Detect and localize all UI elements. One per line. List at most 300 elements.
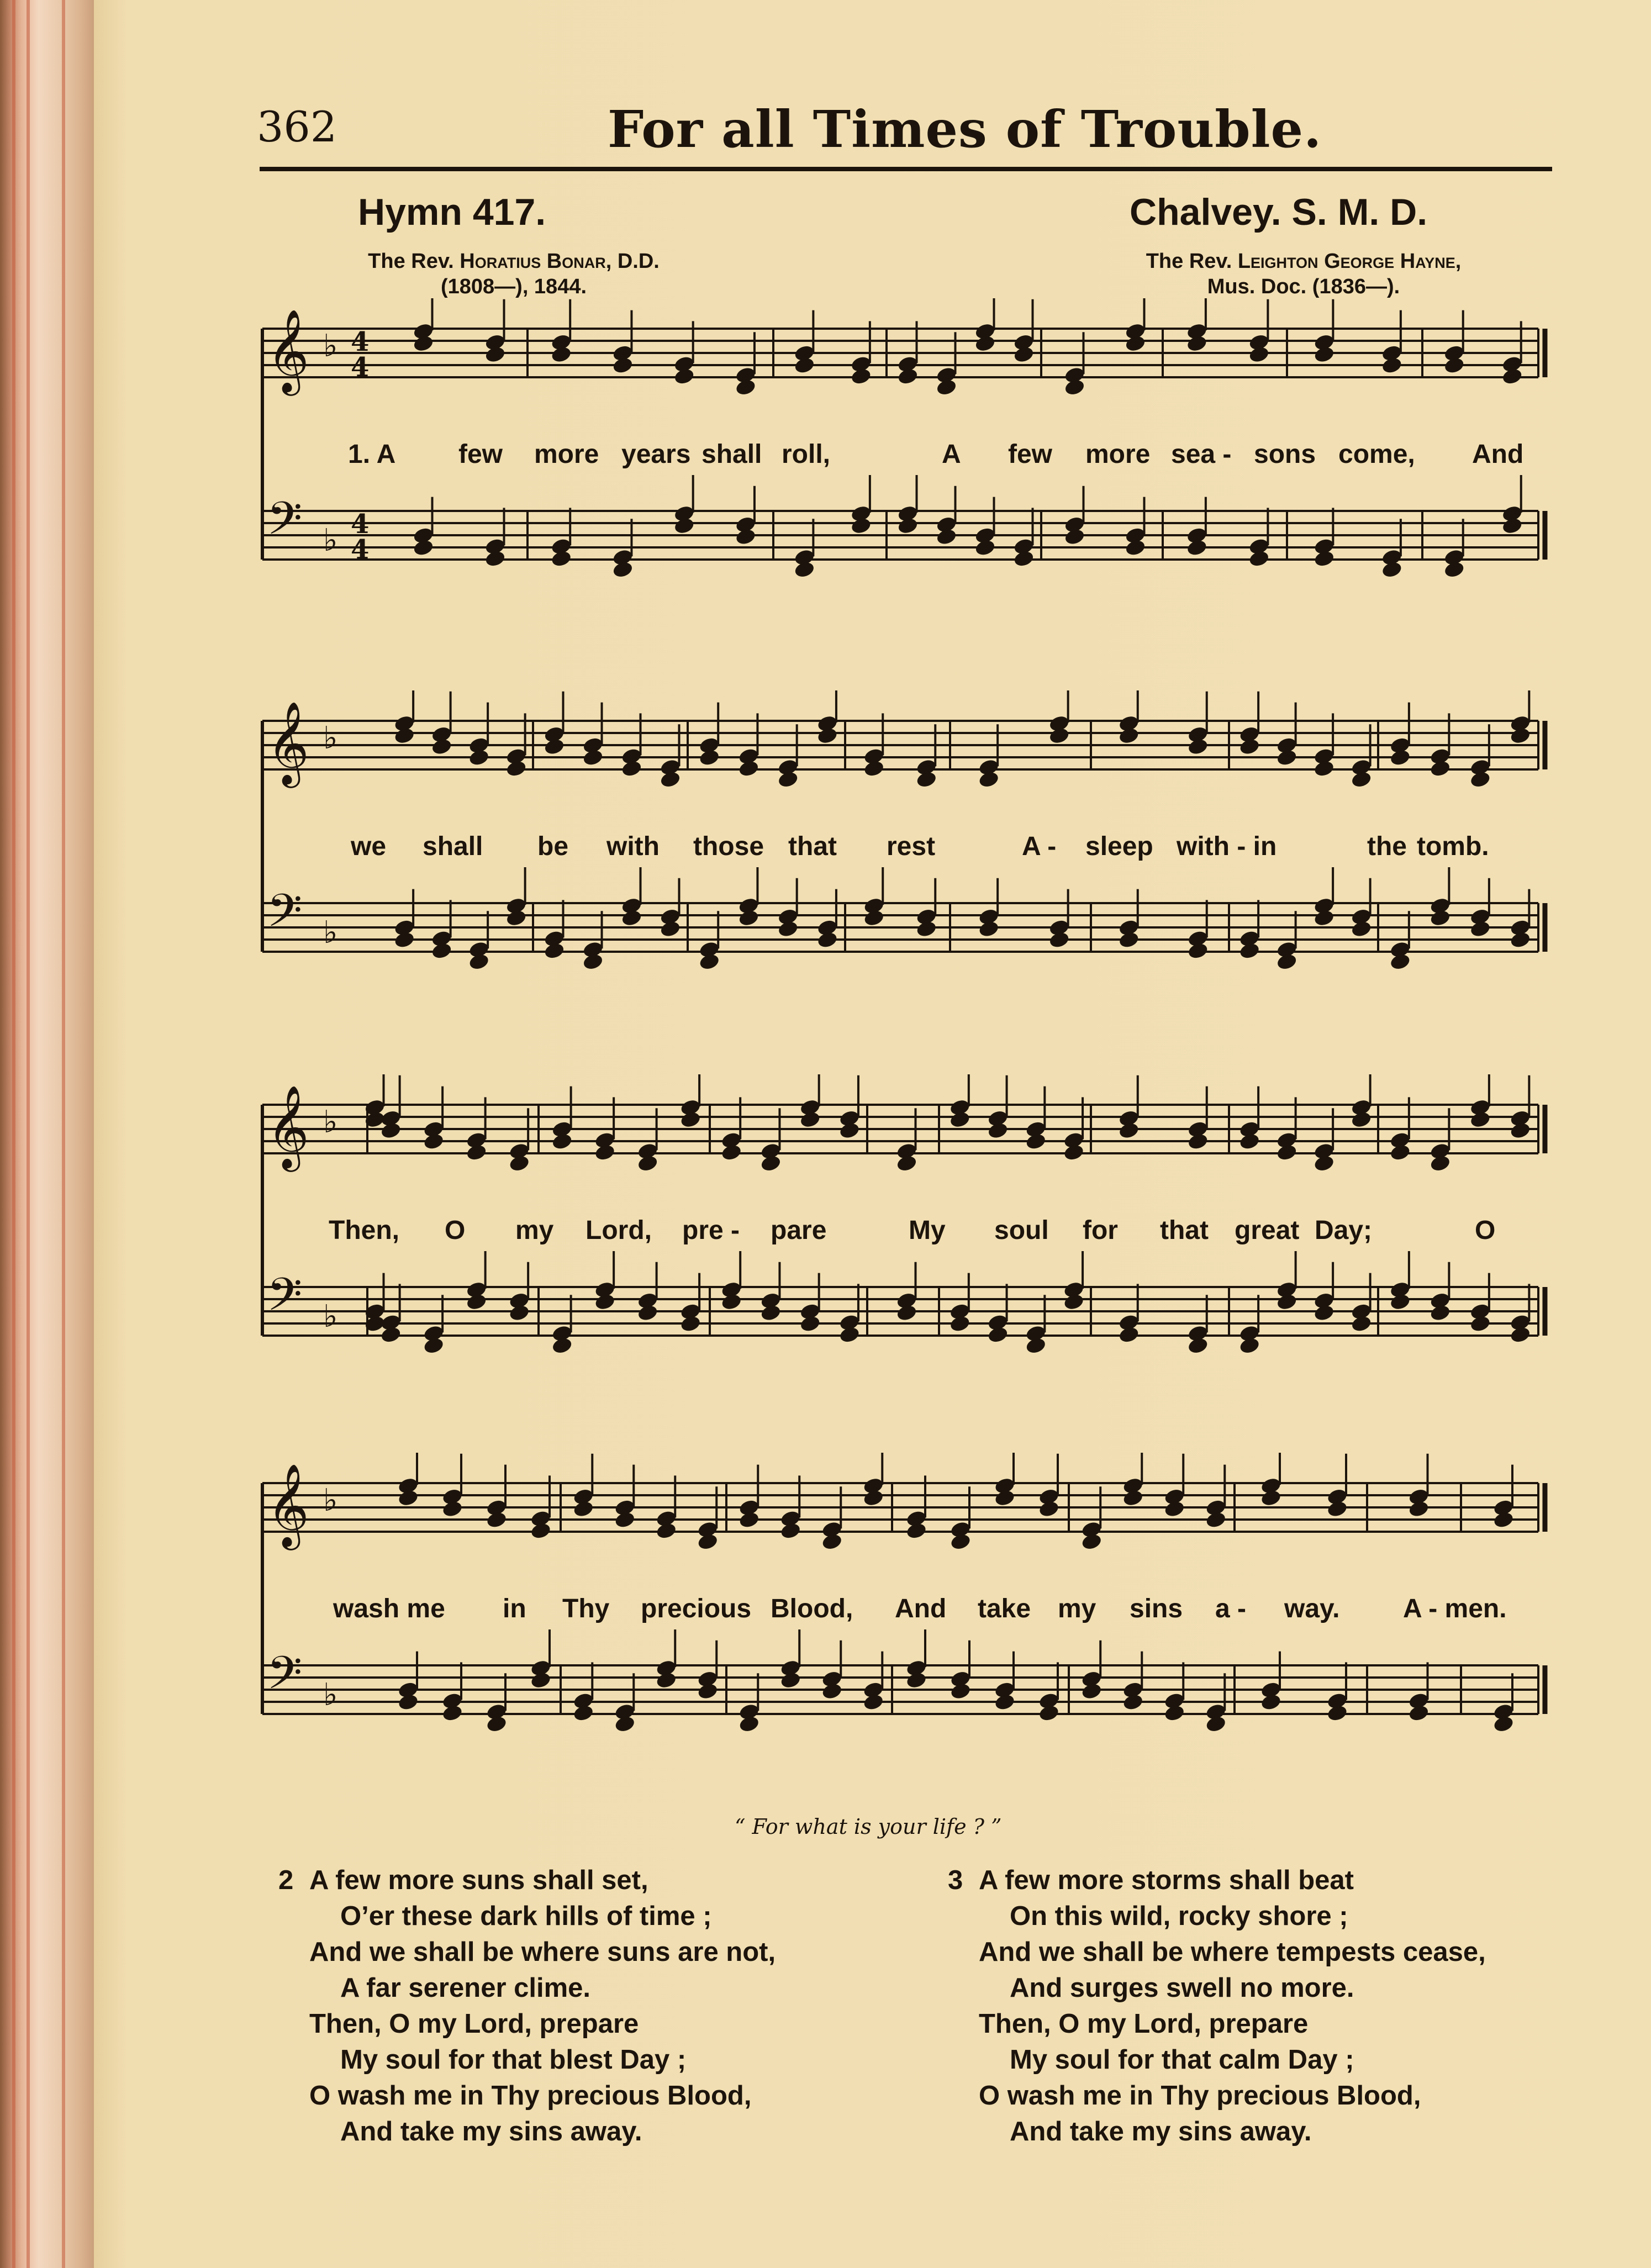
note-head bbox=[1326, 1703, 1348, 1722]
note-head bbox=[974, 539, 996, 557]
note-head bbox=[1381, 560, 1403, 579]
note-head bbox=[1118, 1325, 1140, 1344]
note-head bbox=[1038, 1703, 1060, 1722]
lyric-syllable: more bbox=[1085, 440, 1151, 469]
flat-sign-icon: ♭ bbox=[323, 720, 338, 756]
note-head bbox=[1313, 345, 1335, 364]
lyric-syllable: sea - bbox=[1171, 440, 1232, 469]
author-name: Horatius Bonar bbox=[460, 250, 606, 273]
lyric-syllable: with - in bbox=[1177, 832, 1277, 861]
note-head bbox=[1276, 1293, 1298, 1311]
note-head bbox=[1509, 1121, 1531, 1140]
verse-line: On this wild, rocky shore ; bbox=[1010, 1901, 1348, 1931]
note-head bbox=[380, 1325, 402, 1344]
verse-number: 2 bbox=[278, 1865, 294, 1895]
lyric-syllable: soul bbox=[994, 1216, 1049, 1245]
note-head bbox=[1501, 367, 1523, 386]
note-head bbox=[1186, 334, 1208, 353]
lyric-syllable: way. bbox=[1284, 1594, 1340, 1623]
lyric-syllable: Day; bbox=[1315, 1216, 1373, 1245]
note-head bbox=[1429, 759, 1451, 778]
note-head bbox=[1012, 345, 1035, 364]
note-head bbox=[614, 1715, 636, 1733]
note-head bbox=[1122, 1693, 1144, 1712]
note-head bbox=[950, 1682, 972, 1701]
note-head bbox=[1248, 549, 1270, 568]
lyric-syllable: shall bbox=[423, 832, 483, 861]
lyric-syllable: A - bbox=[1022, 832, 1057, 861]
time-signature-digit: 4 bbox=[351, 352, 370, 383]
lyric-syllable: Then, bbox=[329, 1216, 399, 1245]
lyric-syllable: Thy bbox=[562, 1594, 610, 1623]
note-head bbox=[1389, 748, 1411, 767]
note-head bbox=[1492, 1715, 1515, 1733]
note-head bbox=[484, 549, 506, 568]
note-head bbox=[1080, 1532, 1103, 1551]
lyric-syllable: shall bbox=[701, 440, 762, 469]
note-head bbox=[1313, 1154, 1335, 1173]
lyric-syllable: we bbox=[351, 832, 387, 861]
author-suffix: , D.D. bbox=[605, 250, 660, 273]
note-head bbox=[1509, 726, 1531, 745]
note-head bbox=[551, 1336, 573, 1355]
lyric-syllable: Lord, bbox=[586, 1216, 652, 1245]
note-head bbox=[620, 909, 642, 927]
note-head bbox=[799, 1315, 821, 1333]
lyric-syllable: come, bbox=[1338, 440, 1415, 469]
note-head bbox=[1186, 539, 1208, 557]
note-head bbox=[1276, 952, 1298, 971]
note-head bbox=[393, 726, 415, 745]
lyric-syllable: that bbox=[788, 832, 837, 861]
note-head bbox=[543, 941, 565, 960]
note-head bbox=[397, 1693, 419, 1712]
note-head bbox=[620, 759, 642, 778]
author-prefix: The Rev. bbox=[368, 250, 460, 273]
note-head bbox=[659, 770, 681, 789]
note-head bbox=[1313, 1304, 1335, 1322]
note-head bbox=[1509, 931, 1531, 950]
flat-sign-icon: ♭ bbox=[323, 523, 338, 558]
note-head bbox=[1063, 378, 1085, 397]
note-head bbox=[779, 1521, 801, 1540]
lyric-syllable: few bbox=[458, 440, 503, 469]
note-head bbox=[1260, 1489, 1282, 1507]
note-head bbox=[895, 1304, 917, 1322]
time-signature-digit: 4 bbox=[351, 534, 370, 565]
author-credit bbox=[293, 249, 735, 299]
verse-line: My soul for that blest Day ; bbox=[340, 2045, 687, 2075]
note-head bbox=[1469, 1315, 1491, 1333]
note-head bbox=[987, 1121, 1009, 1140]
note-head bbox=[1381, 356, 1403, 375]
note-head bbox=[1238, 1336, 1260, 1355]
note-head bbox=[994, 1489, 1016, 1507]
page-number: 362 bbox=[257, 102, 337, 151]
lyric-syllable: And bbox=[895, 1594, 947, 1623]
note-head bbox=[821, 1532, 843, 1551]
treble-clef-icon: 𝄞 bbox=[267, 308, 309, 392]
flat-sign-icon: ♭ bbox=[323, 1677, 338, 1713]
header-rule bbox=[260, 167, 1552, 171]
verse-line: And take my sins away. bbox=[340, 2117, 642, 2146]
note-head bbox=[1118, 1121, 1140, 1140]
verse-line: Then, O my Lord, prepare bbox=[309, 2009, 639, 2039]
verse-line: O’er these dark hills of time ; bbox=[340, 1901, 712, 1931]
note-head bbox=[508, 1304, 530, 1322]
note-head bbox=[1038, 1500, 1060, 1518]
note-head bbox=[1238, 1132, 1260, 1151]
lyric-syllable: My bbox=[909, 1216, 946, 1245]
note-head bbox=[1163, 1703, 1185, 1722]
note-head bbox=[637, 1304, 659, 1322]
note-head bbox=[393, 931, 415, 950]
verse-line: A far serener clime. bbox=[340, 1973, 591, 2003]
note-head bbox=[543, 737, 565, 756]
note-head bbox=[737, 909, 759, 927]
flat-sign-icon: ♭ bbox=[323, 328, 338, 364]
note-head bbox=[1443, 560, 1465, 579]
note-head bbox=[550, 549, 572, 568]
note-head bbox=[611, 560, 634, 579]
note-head bbox=[380, 1121, 402, 1140]
verse-2 bbox=[278, 1863, 776, 2150]
flat-sign-icon: ♭ bbox=[323, 1104, 338, 1140]
lyric-syllable: A bbox=[942, 440, 961, 469]
note-head bbox=[1048, 726, 1070, 745]
note-head bbox=[1429, 1154, 1451, 1173]
note-head bbox=[637, 1154, 659, 1173]
verse-line: O wash me in Thy precious Blood, bbox=[979, 2081, 1421, 2111]
verse-line: A few more suns shall set, bbox=[309, 1865, 648, 1895]
note-head bbox=[505, 909, 528, 927]
verse-line: And we shall be where suns are not, bbox=[309, 1937, 776, 1967]
note-head bbox=[862, 1693, 884, 1712]
note-head bbox=[777, 920, 799, 938]
note-head bbox=[1351, 770, 1373, 789]
verse-line: O wash me in Thy precious Blood, bbox=[309, 2081, 752, 2111]
note-head bbox=[1501, 516, 1523, 535]
note-head bbox=[1313, 909, 1335, 927]
note-head bbox=[1351, 1315, 1373, 1333]
lyric-syllable: the bbox=[1367, 832, 1407, 861]
note-head bbox=[698, 952, 720, 971]
lyric-syllable: pre - bbox=[682, 1216, 740, 1245]
lyric-syllable: And bbox=[1472, 440, 1524, 469]
note-head bbox=[793, 356, 815, 375]
note-head bbox=[738, 1511, 760, 1529]
note-head bbox=[1012, 549, 1035, 568]
note-head bbox=[1187, 941, 1209, 960]
verse-line: A few more storms shall beat bbox=[979, 1865, 1354, 1895]
note-head bbox=[468, 952, 490, 971]
book-binding-edge bbox=[0, 0, 94, 2268]
note-head bbox=[486, 1715, 508, 1733]
note-head bbox=[1313, 549, 1335, 568]
lyric-syllable: Blood, bbox=[771, 1594, 853, 1623]
note-head bbox=[1492, 1511, 1515, 1529]
note-head bbox=[759, 1154, 782, 1173]
note-head bbox=[863, 909, 885, 927]
note-head bbox=[655, 1521, 677, 1540]
music-system-1 bbox=[251, 298, 1566, 630]
lyric-syllable: my bbox=[515, 1216, 554, 1245]
note-head bbox=[896, 516, 919, 535]
note-head bbox=[735, 378, 757, 397]
note-head bbox=[978, 770, 1000, 789]
note-head bbox=[1122, 1489, 1144, 1507]
note-head bbox=[508, 1154, 530, 1173]
note-head bbox=[838, 1121, 861, 1140]
treble-clef-icon: 𝄞 bbox=[267, 1084, 309, 1168]
tune-name: Chalvey. S. M. D. bbox=[1130, 191, 1428, 233]
note-head bbox=[1118, 931, 1140, 950]
flat-sign-icon: ♭ bbox=[323, 1483, 338, 1518]
note-head bbox=[779, 1671, 801, 1690]
lyric-syllable: those bbox=[693, 832, 764, 861]
note-head bbox=[551, 1132, 573, 1151]
note-head bbox=[673, 516, 695, 535]
note-head bbox=[505, 759, 528, 778]
note-head bbox=[949, 1315, 971, 1333]
note-head bbox=[466, 1143, 488, 1162]
flat-sign-icon: ♭ bbox=[323, 1299, 338, 1335]
hymn-number: Hymn 417. bbox=[358, 191, 546, 233]
note-head bbox=[950, 1532, 972, 1551]
music-system-4 bbox=[251, 1453, 1566, 1773]
note-head bbox=[974, 334, 996, 353]
lyric-syllable: roll, bbox=[782, 440, 831, 469]
lyric-syllable: in bbox=[503, 1594, 526, 1623]
note-head bbox=[850, 367, 872, 386]
note-head bbox=[673, 367, 695, 386]
lyric-syllable: wash me bbox=[333, 1594, 445, 1623]
lyric-syllable: years bbox=[621, 440, 691, 469]
note-head bbox=[594, 1293, 616, 1311]
note-head bbox=[935, 528, 957, 546]
note-head bbox=[431, 737, 453, 756]
note-head bbox=[655, 1671, 677, 1690]
note-head bbox=[1313, 759, 1335, 778]
note-head bbox=[915, 770, 937, 789]
note-head bbox=[1407, 1500, 1430, 1518]
note-head bbox=[1238, 941, 1260, 960]
author-dates: (1808—), 1844. bbox=[440, 275, 587, 298]
note-head bbox=[1187, 1132, 1209, 1151]
music-system-2 bbox=[251, 690, 1566, 1000]
note-head bbox=[1063, 1143, 1085, 1162]
running-title: For all Times of Trouble. bbox=[608, 99, 1322, 159]
note-head bbox=[1238, 737, 1260, 756]
note-head bbox=[863, 759, 885, 778]
note-head bbox=[905, 1521, 927, 1540]
composer-credit bbox=[1066, 249, 1541, 299]
note-head bbox=[431, 941, 453, 960]
note-head bbox=[1025, 1336, 1047, 1355]
lyric-syllable: take bbox=[978, 1594, 1031, 1623]
note-head bbox=[1389, 1143, 1411, 1162]
lyric-syllable: rest bbox=[887, 832, 936, 861]
lyric-syllable: precious bbox=[641, 1594, 752, 1623]
note-head bbox=[550, 345, 572, 364]
note-head bbox=[737, 759, 759, 778]
note-head bbox=[1443, 356, 1465, 375]
note-head bbox=[895, 1154, 917, 1173]
note-head bbox=[679, 1315, 701, 1333]
verse-number: 3 bbox=[948, 1865, 963, 1895]
note-head bbox=[1276, 1143, 1298, 1162]
note-head bbox=[949, 1110, 971, 1129]
note-head bbox=[1429, 1304, 1451, 1322]
bass-clef-icon: 𝄢 bbox=[267, 884, 303, 948]
lyric-syllable: tomb. bbox=[1417, 832, 1489, 861]
note-head bbox=[697, 1682, 719, 1701]
note-head bbox=[1187, 737, 1209, 756]
lyric-syllable: my bbox=[1058, 1594, 1096, 1623]
lyric-syllable: sins bbox=[1130, 1594, 1183, 1623]
lyric-syllable: for bbox=[1083, 1216, 1118, 1245]
lyric-syllable: sons bbox=[1254, 440, 1316, 469]
note-head bbox=[1389, 1293, 1411, 1311]
note-head bbox=[759, 1304, 782, 1322]
note-head bbox=[1509, 1325, 1531, 1344]
epigraph: “ For what is your life ? ” bbox=[735, 1815, 1002, 1839]
note-head bbox=[777, 770, 799, 789]
note-head bbox=[799, 1110, 821, 1129]
note-head bbox=[905, 1671, 927, 1690]
note-head bbox=[1025, 1132, 1047, 1151]
composer-suffix: , bbox=[1455, 250, 1462, 273]
lyric-syllable: O bbox=[445, 1216, 466, 1245]
note-head bbox=[1063, 1293, 1085, 1311]
lyric-syllable: few bbox=[1008, 440, 1053, 469]
note-head bbox=[1351, 920, 1373, 938]
lyric-syllable: sleep bbox=[1085, 832, 1153, 861]
note-head bbox=[1248, 345, 1270, 364]
lyric-syllable: pare bbox=[771, 1216, 827, 1245]
note-head bbox=[1124, 539, 1146, 557]
note-head bbox=[1276, 748, 1298, 767]
note-head bbox=[816, 931, 838, 950]
note-head bbox=[1326, 1500, 1348, 1518]
note-head bbox=[614, 1511, 636, 1529]
composer-name: Leighton George Hayne bbox=[1237, 250, 1455, 273]
note-head bbox=[896, 367, 919, 386]
note-head bbox=[572, 1703, 594, 1722]
music-system-3 bbox=[251, 1074, 1566, 1384]
note-head bbox=[441, 1703, 463, 1722]
note-head bbox=[1063, 528, 1085, 546]
note-head bbox=[720, 1293, 742, 1311]
note-head bbox=[530, 1671, 552, 1690]
note-head bbox=[838, 1325, 861, 1344]
note-head bbox=[738, 1715, 760, 1733]
note-head bbox=[486, 1511, 508, 1529]
lyric-syllable: 1. A bbox=[348, 440, 396, 469]
note-head bbox=[530, 1521, 552, 1540]
treble-clef-icon: 𝄞 bbox=[267, 700, 309, 784]
verse-line: And take my sins away. bbox=[1010, 2117, 1312, 2146]
lyric-syllable: a - bbox=[1215, 1594, 1247, 1623]
note-head bbox=[423, 1132, 445, 1151]
note-head bbox=[466, 1293, 488, 1311]
note-head bbox=[1080, 1682, 1103, 1701]
note-head bbox=[679, 1110, 701, 1129]
lyric-syllable: more bbox=[534, 440, 599, 469]
note-head bbox=[862, 1489, 884, 1507]
note-head bbox=[423, 1336, 445, 1355]
lyric-syllable: great bbox=[1235, 1216, 1300, 1245]
verse-3 bbox=[948, 1863, 1486, 2150]
verse-line: And we shall be where tempests cease, bbox=[979, 1937, 1486, 1967]
bass-clef-icon: 𝄢 bbox=[267, 492, 303, 556]
note-head bbox=[1048, 931, 1070, 950]
composer-prefix: The Rev. bbox=[1146, 250, 1238, 273]
composer-dates: Mus. Doc. (1836—). bbox=[1207, 275, 1400, 298]
note-head bbox=[1260, 1693, 1282, 1712]
time-signature-digit: 4 bbox=[351, 509, 370, 540]
bass-clef-icon: 𝄢 bbox=[267, 1646, 303, 1711]
note-head bbox=[720, 1143, 742, 1162]
note-head bbox=[1351, 1110, 1373, 1129]
lyric-syllable: that bbox=[1160, 1216, 1209, 1245]
note-head bbox=[935, 378, 957, 397]
note-head bbox=[793, 560, 815, 579]
note-head bbox=[1187, 1336, 1209, 1355]
note-head bbox=[1469, 920, 1491, 938]
verse-line: And surges swell no more. bbox=[1010, 1973, 1354, 2003]
verse-line: My soul for that calm Day ; bbox=[1010, 2045, 1354, 2075]
note-head bbox=[915, 920, 937, 938]
flat-sign-icon: ♭ bbox=[323, 915, 338, 951]
time-signature-digit: 4 bbox=[351, 326, 370, 357]
note-head bbox=[1469, 770, 1491, 789]
note-head bbox=[994, 1693, 1016, 1712]
lyric-syllable: O bbox=[1475, 1216, 1496, 1245]
treble-clef-icon: 𝄞 bbox=[267, 1463, 309, 1547]
note-head bbox=[1407, 1703, 1430, 1722]
note-head bbox=[1124, 334, 1146, 353]
bass-clef-icon: 𝄢 bbox=[267, 1268, 303, 1332]
note-head bbox=[484, 345, 506, 364]
note-head bbox=[412, 539, 434, 557]
note-head bbox=[582, 748, 604, 767]
note-head bbox=[611, 356, 634, 375]
note-head bbox=[468, 748, 490, 767]
note-head bbox=[572, 1500, 594, 1518]
note-head bbox=[659, 920, 681, 938]
lyric-syllable: be bbox=[537, 832, 569, 861]
note-head bbox=[698, 748, 720, 767]
note-head bbox=[1469, 1110, 1491, 1129]
lyric-syllable: with bbox=[606, 832, 660, 861]
note-head bbox=[987, 1325, 1009, 1344]
lyric-syllable: A - men. bbox=[1403, 1594, 1507, 1623]
note-head bbox=[1163, 1500, 1185, 1518]
note-head bbox=[582, 952, 604, 971]
note-head bbox=[441, 1500, 463, 1518]
note-head bbox=[397, 1489, 419, 1507]
note-head bbox=[978, 920, 1000, 938]
note-head bbox=[697, 1532, 719, 1551]
note-head bbox=[735, 528, 757, 546]
note-head bbox=[816, 726, 838, 745]
note-head bbox=[821, 1682, 843, 1701]
note-head bbox=[850, 516, 872, 535]
note-head bbox=[1118, 726, 1140, 745]
note-head bbox=[1389, 952, 1411, 971]
note-head bbox=[1429, 909, 1451, 927]
